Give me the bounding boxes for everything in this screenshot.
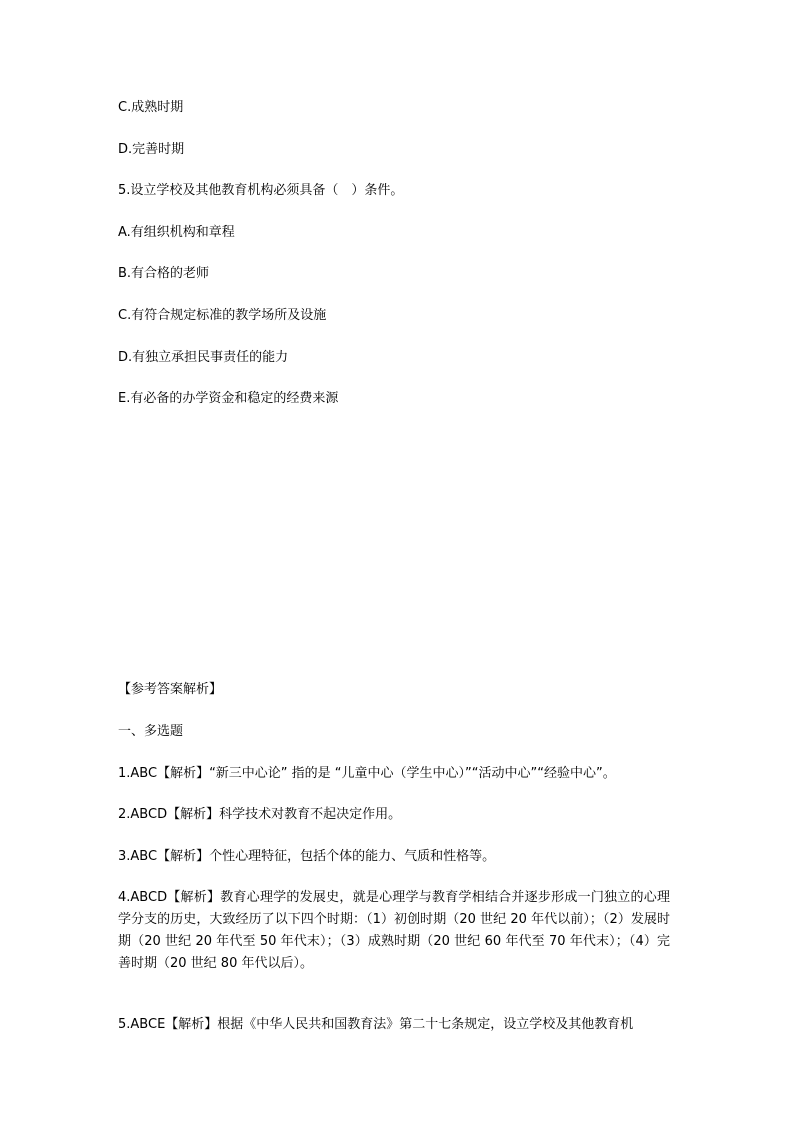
q5-option-a: A.有组织机构和章程 (118, 225, 235, 240)
question-5-stem: 5.设立学校及其他教育机构必须具备（ ）条件。 (118, 183, 404, 198)
option-d-prev: D.完善时期 (118, 142, 185, 157)
answer-5: 5.ABCE【解析】根据《中华人民共和国教育法》第二十七条规定，设立学校及其他教育机 (118, 1017, 634, 1032)
q5-option-e: E.有必备的办学资金和稳定的经费来源 (118, 391, 339, 406)
answer-3: 3.ABC【解析】个性心理特征，包括个体的能力、气质和性格等。 (118, 849, 496, 864)
answer-4: 4.ABCD【解析】教育心理学的发展史，就是心理学与教育学相结合并逐步形成一门独立的心理学分支的历史，大致经历了以下四个时期：（1）初创时期（20 世纪 20 年代以前）；（2）发展时期（20 世纪 20 年代至 50 年代末）；（3）成熟时期（20 世纪 60 年代至 70 年代末）；（4）完善时期（20 世纪 80 年代以后）。 (118, 890, 670, 971)
q5-option-b: B.有合格的老师 (118, 266, 210, 281)
answer-2: 2.ABCD【解析】科学技术对教育不起决定作用。 (118, 807, 402, 822)
answer-heading: 【参考答案解析】 (118, 682, 223, 697)
q5-option-c: C.有符合规定标准的教学场所及设施 (118, 308, 327, 323)
section-title: 一、多选题 (118, 724, 184, 739)
answer-1: 1.ABC【解析】“新三中心论” 指的是 “儿童中心（学生中心）”“活动中心”“经验中心”。 (118, 766, 616, 781)
q5-option-d: D.有独立承担民事责任的能力 (118, 350, 289, 365)
option-c-prev: C.成熟时期 (118, 100, 184, 115)
